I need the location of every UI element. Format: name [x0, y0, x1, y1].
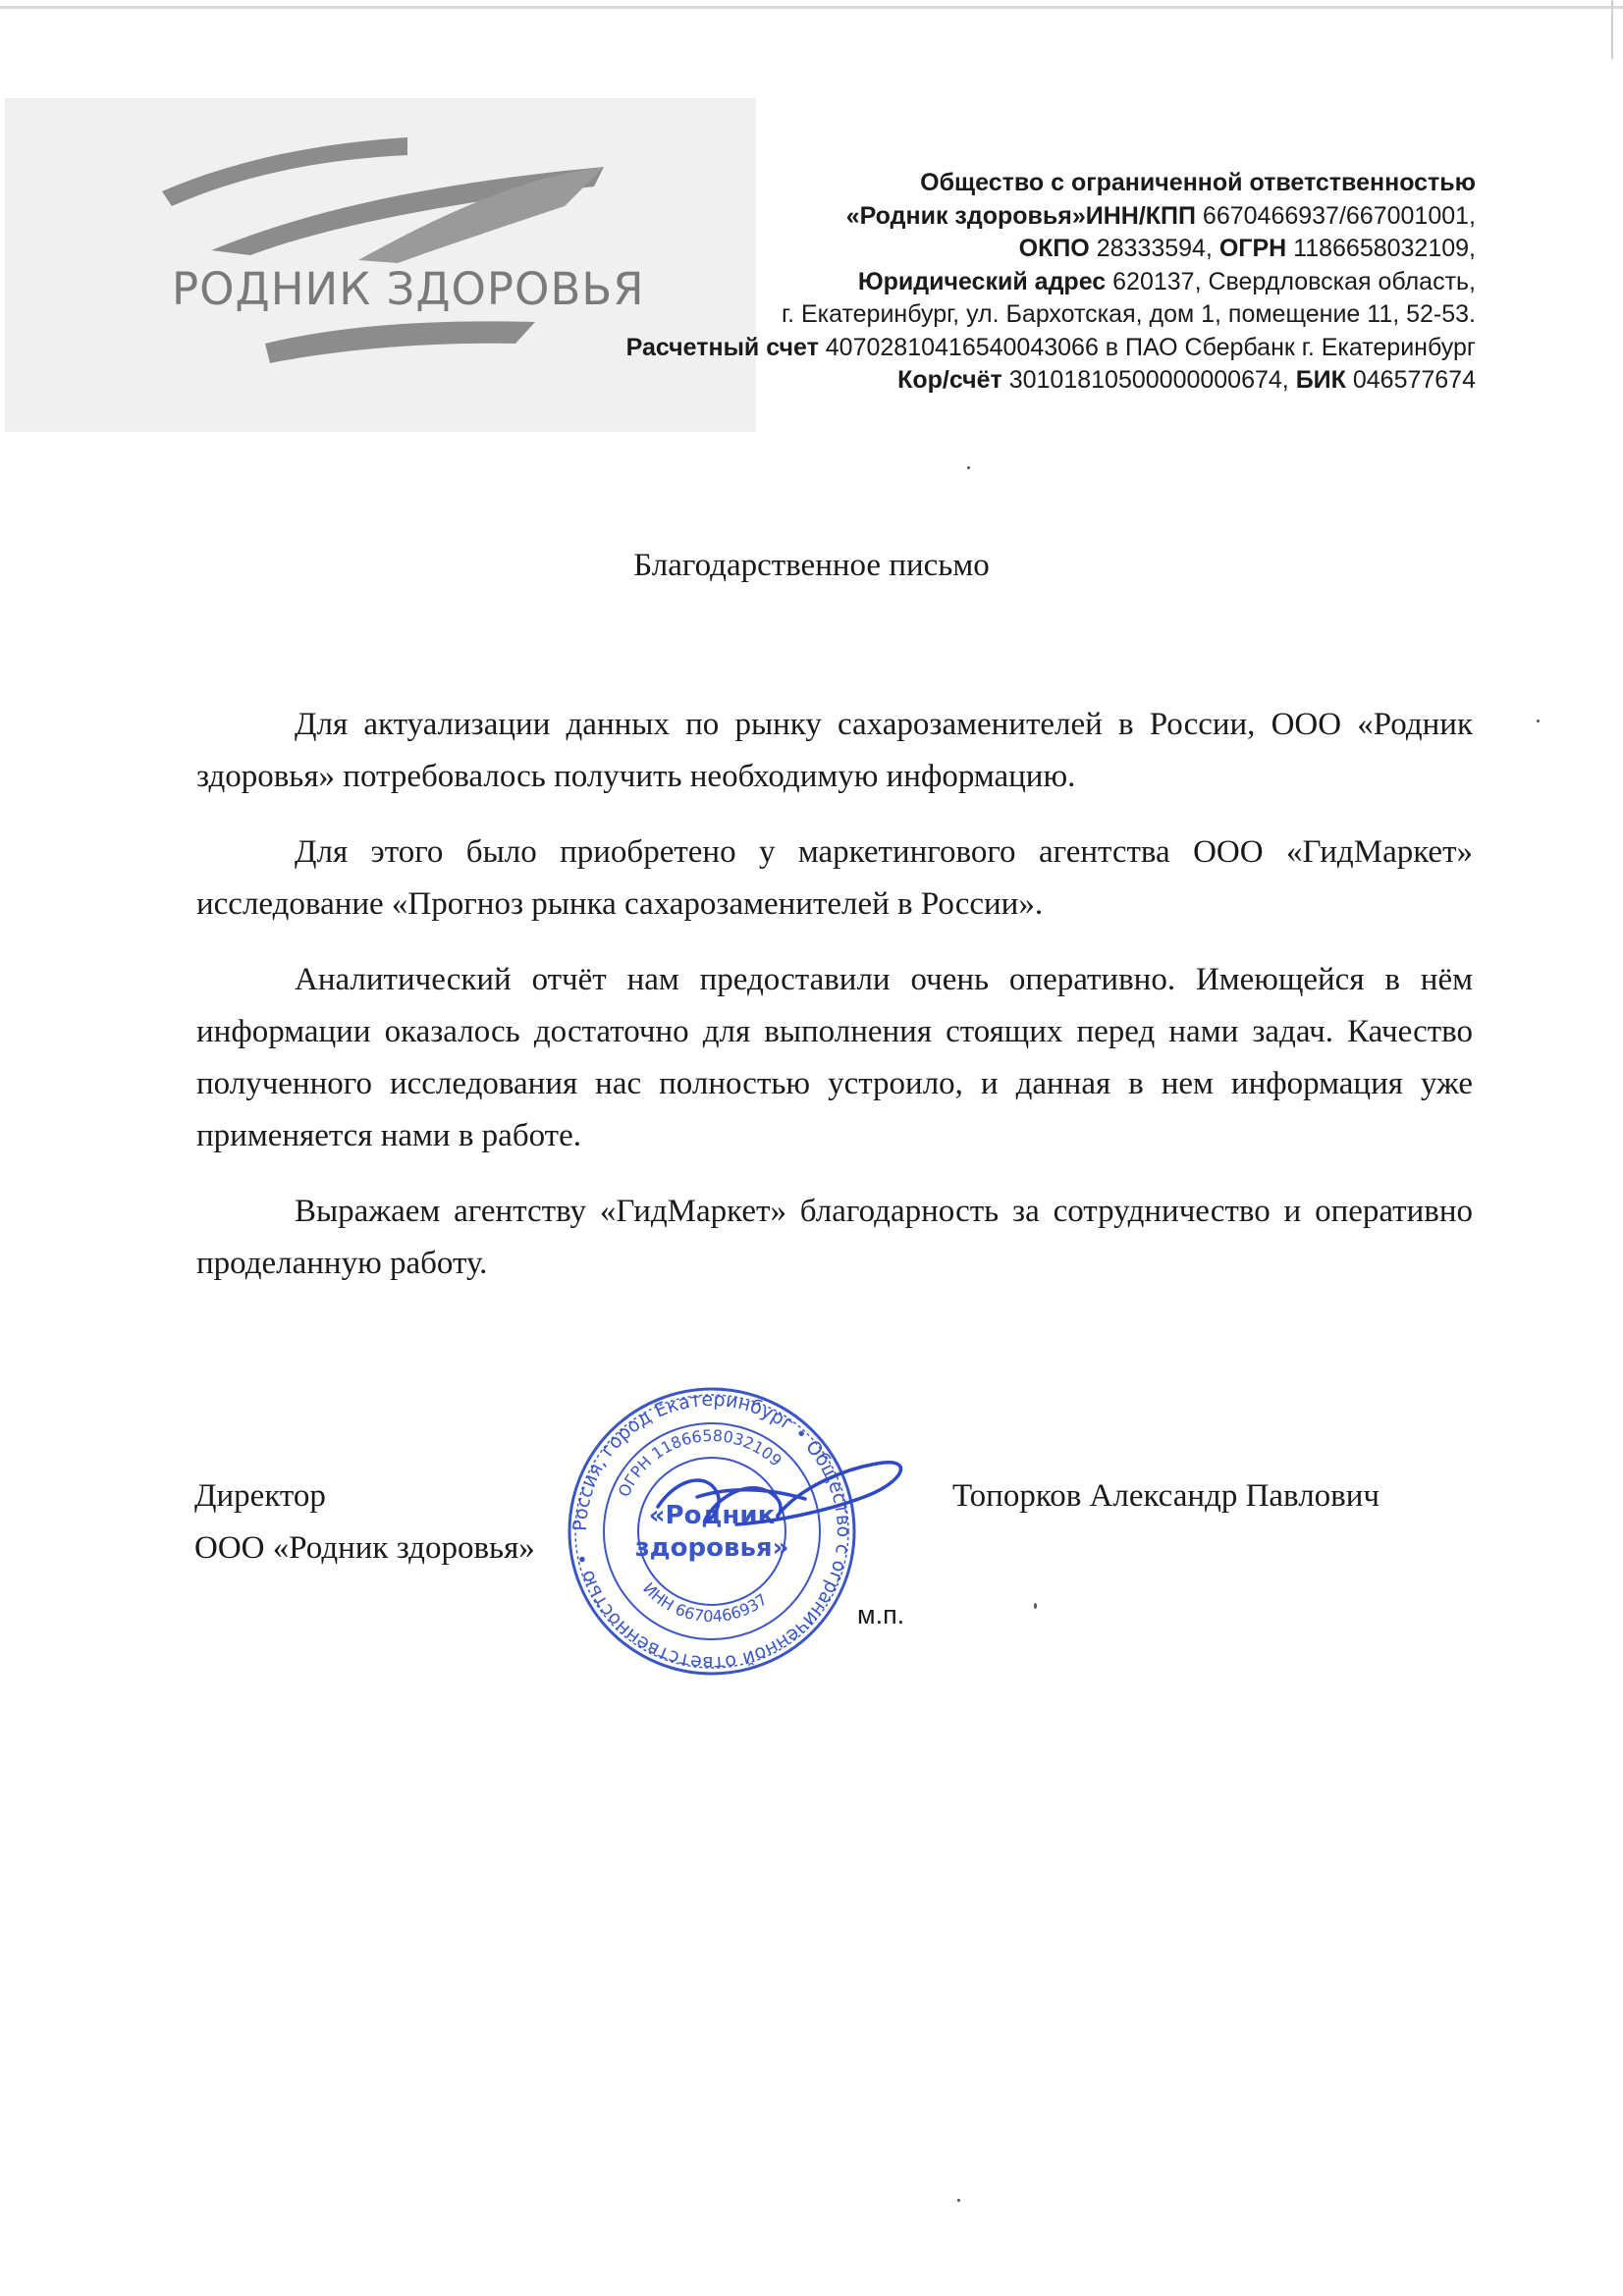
scan-speck — [1034, 1603, 1037, 1609]
header-line-1: Общество с ограниченной ответственностью — [920, 169, 1476, 196]
handwritten-signature — [638, 1438, 923, 1556]
header-line-3: ОКПО 28333594, ОГРН 1186658032109, — [1018, 235, 1476, 262]
signatory-organization: ООО «Родник здоровья» — [194, 1530, 535, 1566]
header-line-7: Кор/счёт 30101810500000000674, БИК 046577674 — [897, 366, 1476, 394]
scan-edge-top — [0, 6, 1623, 9]
seal-outer-text: Россия, город Екатеринбург • Общество с ограниченной ответственностью • — [568, 1388, 855, 1675]
signatory-block — [194, 1470, 535, 1575]
header-line-5: г. Екатеринбург, ул. Бархотская, дом 1, помещение 11, 52-53. — [782, 300, 1476, 328]
scan-speck — [957, 2199, 960, 2202]
signatory-position: Директор — [194, 1478, 326, 1514]
letter-body — [196, 699, 1473, 1313]
paragraph: Для этого было приобретено у маркетингового агентства ООО «ГидМаркет» исследование «Прогноз рынка сахарозаменителей в России». — [196, 834, 1473, 922]
scan-speck — [1537, 720, 1540, 722]
document-title: Благодарственное письмо — [633, 548, 990, 583]
header-line-6: Расчетный счет 40702810416540043066 в ПАО Сбербанк г. Екатеринбург — [625, 333, 1476, 361]
paragraph: Для актуализации данных по рынку сахарозаменителей в России, ООО «Родник здоровья» потребовалось получить необходимую информацию. — [196, 707, 1473, 794]
header-line-4: Юридический адрес 620137, Свердловская область, — [857, 267, 1476, 295]
header-line-2: «Родник здоровья»ИНН/КПП 6670466937/667001001, — [845, 201, 1476, 230]
seal-place-label: м.п. — [857, 1600, 905, 1629]
scan-speck — [967, 466, 970, 469]
signatory-name: Топорков Александр Павлович — [952, 1478, 1380, 1514]
scan-edge-right — [1611, 0, 1613, 59]
paragraph: Выражаем агентству «ГидМаркет» благодарность за сотрудничество и оперативно проделанную работу. — [196, 1194, 1473, 1281]
seal-name-line-1: «Родник — [648, 1501, 776, 1530]
logo-wordmark: РОДНИК ЗДОРОВЬЯ — [172, 263, 645, 315]
seal-name-line-2: здоровья» — [634, 1533, 789, 1563]
paragraph: Аналитический отчёт нам предоставили очень оперативно. Имеющейся в нём информации оказалось достаточно для выполнения стоящих перед нами задач. Качество полученного исследования нас полностью устроило, и данная в нем информация уже применяется нами в работе. — [196, 962, 1473, 1153]
seal-ogrn: ОГРН 1186658032109 — [614, 1425, 785, 1500]
svg-text:ИНН 6670466937 — [639, 1578, 771, 1626]
company-requisites — [592, 167, 1476, 398]
seal-inn: ИНН 6670466937 — [639, 1578, 772, 1627]
